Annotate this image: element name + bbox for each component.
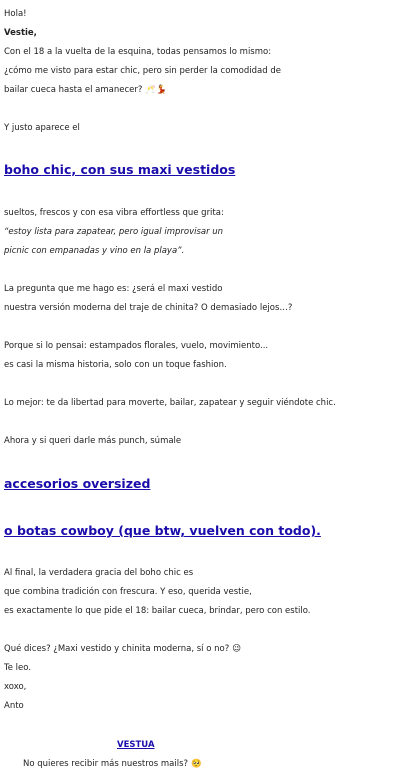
- reason-line-1: Porque si lo pensai: estampados florales, vuelo, movimiento...: [4, 341, 269, 351]
- intro-line-3-text: bailar cueca hasta el amanecer?: [4, 85, 143, 95]
- wink-emoji-icon: 😉: [232, 644, 242, 654]
- lead-text: Y justo aparece el: [4, 123, 80, 133]
- quote-line-2: picnic con empanadas y vino en la playa”.: [4, 246, 185, 256]
- signature-text: Anto: [4, 701, 24, 711]
- signoff-text: xoxo,: [4, 682, 27, 692]
- quote-line-1: “estoy lista para zapatear, pero igual improvisar un: [4, 227, 224, 237]
- ask-text: [4, 643, 396, 655]
- pleading-emoji-icon: 🥺: [191, 759, 202, 769]
- readyou-text: Te leo.: [4, 663, 32, 673]
- unsubscribe-label: No quieres recibir más nuestros mails?: [23, 759, 189, 769]
- closing-line-2: que combina tradición con frescura. Y eso, querida vestie,: [4, 587, 252, 597]
- question-line-1: La pregunta que me hago es: ¿será el maxi vestido: [4, 284, 223, 294]
- boho-chic-link[interactable]: boho chic, con sus maxi vestidos: [4, 162, 236, 177]
- closing-line-3: es exactamente lo que pide el 18: bailar cueca, brindar, pero con estilo.: [4, 606, 311, 616]
- party-emoji-icon: 🥂💃: [145, 85, 167, 95]
- reason-line-2: es casi la misma historia, solo con un toque fashion.: [4, 360, 227, 370]
- unsubscribe-text[interactable]: [23, 758, 202, 770]
- vestua-link[interactable]: VESTUA: [117, 740, 155, 750]
- botas-cowboy-link[interactable]: o botas cowboy (que btw, vuelven con todo).: [4, 523, 321, 538]
- accesorios-link[interactable]: accesorios oversized: [4, 476, 151, 491]
- greeting: Hola!: [4, 9, 27, 19]
- description-text: sueltos, frescos y con esa vibra effortless que grita:: [4, 208, 224, 218]
- intro-line-2: ¿cómo me visto para estar chic, pero sin perder la comodidad de: [4, 66, 281, 76]
- question-line-2: nuestra versión moderna del traje de chinita? O demasiado lejos…?: [4, 303, 293, 313]
- best-text: Lo mejor: te da libertad para moverte, bailar, zapatear y seguir viéndote chic.: [4, 398, 336, 408]
- punch-text: Ahora y si queri darle más punch, súmale: [4, 436, 182, 446]
- intro-line-3: [4, 84, 396, 96]
- intro-line-1: Con el 18 a la vuelta de la esquina, todas pensamos lo mismo:: [4, 47, 272, 57]
- addressee: Vestie,: [4, 28, 37, 38]
- closing-line-1: Al final, la verdadera gracia del boho chic es: [4, 568, 194, 578]
- ask-text-content: Qué dices? ¿Maxi vestido y chinita moderna, sí o no?: [4, 644, 230, 654]
